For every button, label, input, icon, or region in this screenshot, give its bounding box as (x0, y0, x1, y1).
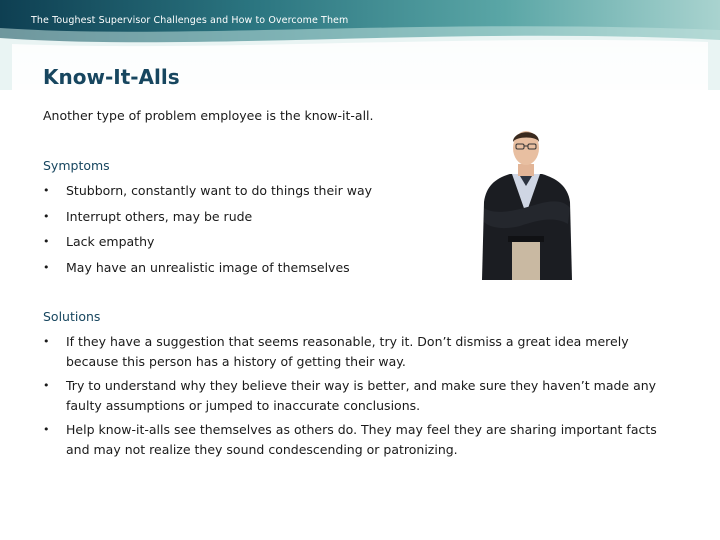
bullet-icon: • (43, 379, 50, 392)
list-item: • Try to understand why they believe their way is better, and make sure they haven’t made any faulty assumptions or jumped to inaccurate conclusions. (43, 378, 657, 413)
symptoms-list (43, 181, 372, 283)
solutions-heading: Solutions (43, 309, 101, 324)
list-item: • Stubborn, constantly want to do things their way (43, 181, 372, 207)
bullet-icon: • (43, 260, 50, 274)
bullet-icon: • (43, 209, 50, 223)
bullet-icon: • (43, 184, 50, 197)
list-item: • May have an unrealistic image of themselves (43, 258, 372, 284)
list-item: • Help know-it-alls see themselves as others do. They may feel they are sharing important facts and may not realize they sound condescending or patronizing. (43, 422, 657, 457)
presentation-title: The Toughest Supervisor Challenges and How to Overcome Them (31, 15, 349, 26)
solutions-list (43, 332, 683, 464)
bullet-icon: • (43, 235, 50, 248)
list-item: • Lack empathy (43, 232, 372, 258)
bullet-icon: • (43, 423, 50, 436)
list-item: • If they have a suggestion that seems reasonable, try it. Don’t dismiss a great idea merely because this person has a history of getting their way. (43, 334, 629, 369)
symptoms-heading: Symptoms (43, 158, 110, 173)
list-item: • Interrupt others, may be rude (43, 207, 372, 233)
slide-title: Know-It-Alls (43, 65, 180, 89)
businessman-photo (478, 124, 574, 280)
bullet-icon: • (43, 335, 50, 348)
intro-text: Another type of problem employee is the know-it-all. (43, 108, 374, 123)
